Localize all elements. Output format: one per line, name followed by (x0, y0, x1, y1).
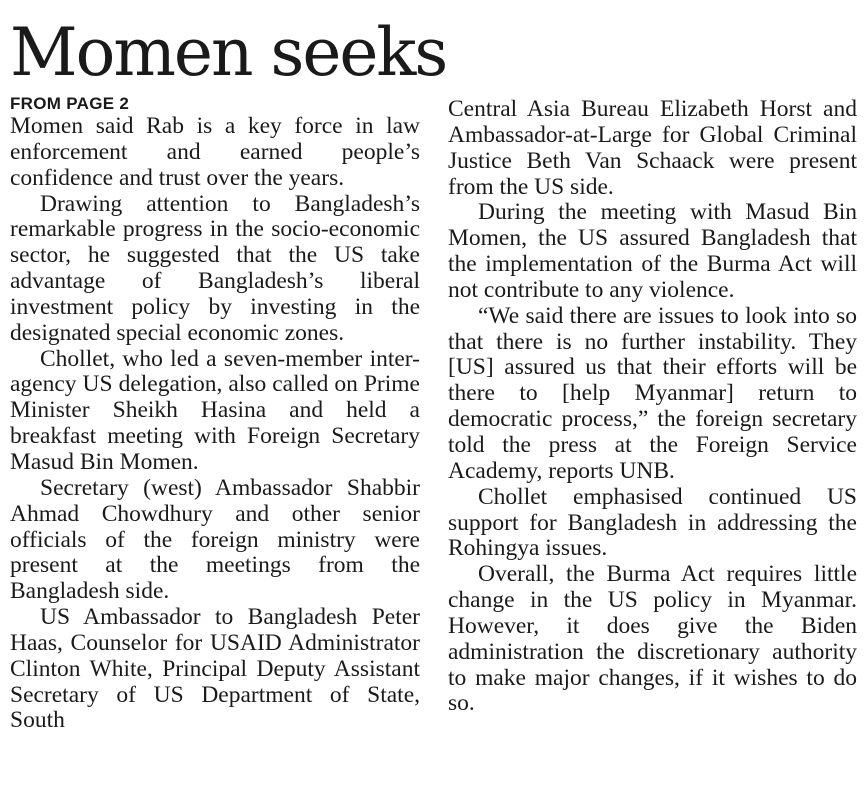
paragraph: Overall, the Burma Act requires little change in the US policy in Myanmar. However, it does give the Biden administration the discretionary authority to make major changes, if it wishes to do so. (448, 561, 857, 717)
continuation-kicker: FROM PAGE 2 (10, 94, 130, 113)
paragraph: US Ambassador to Bangladesh Peter Haas, Counselor for USAID Administrator Clinton White, Principal Deputy Assistant Secretary of US Department of State, South (10, 604, 420, 734)
paragraph: Secretary (west) Ambassador Shabbir Ahmad Chowdhury and other senior officials of the foreign ministry were present at the meetings from the Bangladesh side. (10, 474, 420, 605)
paragraph: Chollet emphasised continued US support for Bangladesh in addressing the Rohingya issues. (448, 483, 857, 562)
paragraph: Momen said Rab is a key force in law enforcement and earned people’s confidence and trust over the years. (10, 113, 420, 191)
paragraph: Drawing attention to Bangladesh’s remarkable progress in the socio-economic sector, he suggested that the US take advantage of Bangladesh’s liberal investment policy by investing in the designated special economic zones. (10, 190, 420, 346)
paragraph: Chollet, who led a seven-member inter-agency US delegation, also called on Prime Minister Sheikh Hasina and held a breakfast meeting with Foreign Secretary Masud Bin Momen. (10, 345, 420, 475)
article-column-right (448, 97, 857, 717)
paragraph: Central Asia Bureau Elizabeth Horst and Ambassador-at-Large for Global Criminal Justice Beth Van Schaack were present from the US side. (448, 96, 857, 200)
article-headline: Momen seeks (10, 14, 447, 91)
article-column-left (10, 94, 420, 734)
paragraph: During the meeting with Masud Bin Momen, the US assured Bangladesh that the implementation of the Burma Act will not contribute to any violence. (448, 199, 857, 303)
paragraph: “We said there are issues to look into so that there is no further instability. They [US] assured us that their efforts will be there to [help Myanmar] return to democratic process,” the foreign secretary told the press at the Foreign Service Academy, reports UNB. (448, 302, 857, 484)
